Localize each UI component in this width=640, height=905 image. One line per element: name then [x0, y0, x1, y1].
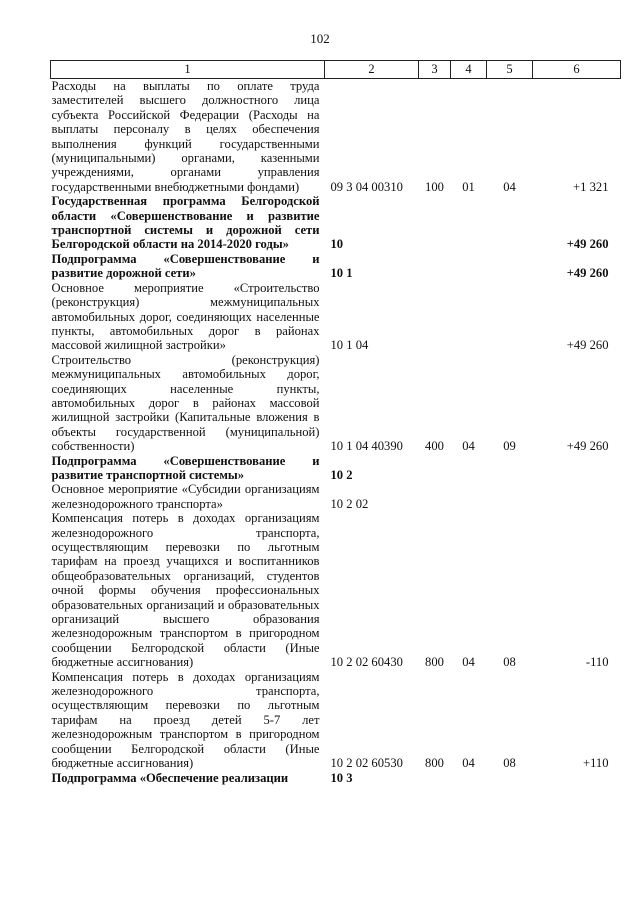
- row-amount-cell: +49 260: [566, 266, 609, 281]
- row-pr-cell: [487, 771, 533, 785]
- row-pr-cell: [487, 281, 533, 353]
- column-header: 5: [487, 61, 533, 79]
- header-row: [51, 61, 621, 79]
- row-rz-cell: [451, 252, 487, 281]
- row-vr-cell: 100: [425, 179, 444, 194]
- row-code-cell: 10 3: [330, 770, 353, 785]
- row-amount-cell: +110: [582, 756, 609, 771]
- row-pr-cell: 08: [503, 655, 516, 670]
- page-number: 102: [310, 31, 330, 46]
- table-row: [51, 482, 621, 511]
- row-vr-cell: 800: [425, 655, 444, 670]
- row-code-cell: 10 2 02: [330, 496, 369, 511]
- row-amount-cell: -110: [585, 655, 609, 670]
- row-code-cell: 10: [330, 237, 344, 252]
- row-vr-cell: 800: [425, 756, 444, 771]
- row-vr-cell: [419, 194, 451, 252]
- row-rz-cell: [451, 194, 487, 252]
- row-rz-cell: [451, 281, 487, 353]
- row-vr-cell: [419, 482, 451, 511]
- row-pr-cell: 08: [503, 756, 516, 771]
- row-code-cell: 10 1 04 40390: [330, 439, 403, 454]
- row-code-cell: 09 3 04 00310: [330, 179, 403, 194]
- column-header: 6: [533, 61, 621, 79]
- row-name-cell: Подпрограмма «Совершенствование и развитие дорожной сети»: [51, 251, 320, 281]
- row-name-cell: Основное мероприятие «Строительство (реконструкция) межмуниципальных автомобильных дорог, соединяющих населенные пункты, автомобильных дорог в районах массовой жилищной застройки»: [51, 280, 320, 353]
- budget-table: [50, 60, 621, 785]
- row-code-cell: 10 2: [330, 467, 353, 482]
- table-row: [51, 454, 621, 483]
- row-rz-cell: 01: [462, 179, 475, 194]
- row-amount-cell: +49 260: [566, 338, 609, 353]
- row-rz-cell: 04: [462, 655, 475, 670]
- column-header: 3: [419, 61, 451, 79]
- row-amount-cell: +49 260: [566, 439, 609, 454]
- row-rz-cell: [451, 771, 487, 785]
- row-code-cell: 10 2 02 60530: [330, 756, 403, 771]
- row-rz-cell: 04: [462, 756, 475, 771]
- table-row: [51, 771, 621, 785]
- row-name-cell: Строительство (реконструкция) межмуниципальных автомобильных дорог, соединяющих населенные пункты, автомобильных дорог в районах массовой жилищной застройки (Капитальные вложения в объекты государственной (муниципальной) собственности): [51, 352, 320, 454]
- table-row: [51, 511, 621, 669]
- row-amount-cell: [533, 454, 621, 483]
- row-vr-cell: [419, 771, 451, 785]
- row-rz-cell: 04: [462, 439, 475, 454]
- row-name-cell: Подпрограмма «Совершенствование и развитие транспортной системы»: [51, 453, 320, 482]
- row-rz-cell: [451, 454, 487, 483]
- row-amount-cell: [533, 482, 621, 511]
- row-vr-cell: [419, 281, 451, 353]
- row-pr-cell: [487, 194, 533, 252]
- row-vr-cell: [419, 454, 451, 483]
- row-amount-cell: +1 321: [573, 179, 609, 194]
- row-name-cell: Компенсация потерь в доходах организациям железнодорожного транспорта, осуществляющим перевозки по льготным тарифам на проезд учащихся и воспитанников общеобразовательных организаций, студентов очной формы обучения профессиональных образовательных организаций и образовательных организаций высшего образования железнодорожным транспортом в пригородном сообщении Белгородской области (Иные бюджетные ассигнования): [51, 511, 320, 670]
- row-name-cell: Государственная программа Белгородской области «Совершенствование и развитие транспортной системы и дорожной сети Белгородской области на 2014-2020 годы»: [51, 194, 320, 252]
- table-row: [51, 79, 621, 195]
- table-row: [51, 281, 621, 353]
- row-code-cell: 10 1: [330, 266, 353, 281]
- row-amount-cell: [533, 771, 621, 785]
- row-rz-cell: [451, 482, 487, 511]
- row-vr-cell: [419, 252, 451, 281]
- column-header: 1: [51, 61, 325, 79]
- row-amount-cell: +49 260: [566, 237, 609, 252]
- row-name-cell: Компенсация потерь в доходах организациям железнодорожного транспорта, осуществляющим перевозки по льготным тарифам на проезд детей 5-7 лет железнодорожным транспортом в пригородном сообщении Белгородской области (Иные бюджетные ассигнования): [51, 669, 320, 771]
- row-name-cell: Основное мероприятие «Субсидии организациям железнодорожного транспорта»: [51, 482, 320, 511]
- table-row: [51, 353, 621, 454]
- table-row: [51, 670, 621, 771]
- row-pr-cell: [487, 252, 533, 281]
- row-code-cell: 10 1 04: [330, 338, 369, 353]
- row-name-cell: Подпрограмма «Обеспечение реализации: [51, 770, 289, 785]
- row-pr-cell: [487, 454, 533, 483]
- row-pr-cell: 04: [503, 179, 516, 194]
- row-name-cell: Расходы на выплаты по оплате труда заместителей высшего должностного лица субъекта Российской Федерации (Расходы на выплаты персоналу в целях обеспечения выполнения функций государственными (муниципальными) органами, казенными учреждениями, органами управления государственными внебюджетными фондами): [51, 79, 320, 194]
- row-vr-cell: 400: [425, 439, 444, 454]
- row-code-cell: 10 2 02 60430: [330, 655, 403, 670]
- column-header: 4: [451, 61, 487, 79]
- table-row: [51, 252, 621, 281]
- table-row: [51, 194, 621, 252]
- column-header: 2: [325, 61, 419, 79]
- row-pr-cell: 09: [503, 439, 516, 454]
- row-pr-cell: [487, 482, 533, 511]
